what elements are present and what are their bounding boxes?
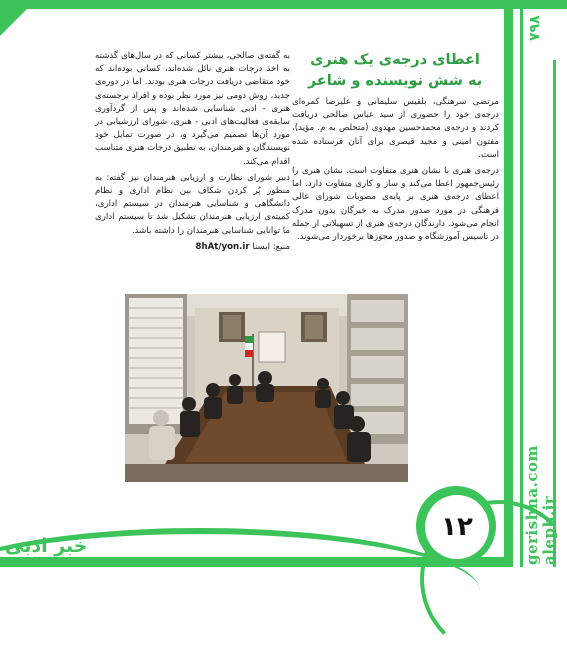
source-line	[95, 241, 290, 254]
site-url-aleph: aleph.ir	[540, 495, 558, 565]
top-frame-bar	[0, 0, 567, 9]
title-line-2: به شش نویسنده و شاعر	[307, 73, 483, 89]
meeting-photo	[125, 294, 408, 482]
source-label: منبع: ایسنا	[252, 241, 290, 252]
section-label: خبر ادبی	[5, 535, 88, 557]
article-column-left	[95, 50, 290, 254]
paragraph: به گفته‌ی صالحی، بیشتر کسانی که در سال‌های گذشته به اخذ درجات هنری نائل شده‌اند، کسانی بوده‌اند که خود متقاضی دریافت درجات هنری بودند. اما در دوره‌ی جدید، روش دومی نیز مورد نظر بوده و افراد برجسته‌ی هنری - ادبی شناسایی شده‌اند و پس از گردآوری سابقه‌ی فعالیت‌های ادبی - هنری، شورای ارزشیابی در مورد آن‌ها تصمیم می‌گیرد و، در صورت تمایل خود نویسندگان و هنرمندان، به تطبیق درجات هنری متناسب اقدام می‌کند.	[95, 51, 290, 167]
badge-number: ۱۲	[425, 495, 489, 559]
source-link[interactable]: 8hAt/yon.ir	[195, 241, 250, 252]
paragraph: دبیر شورای نظارت و ارزیابی هنرمندان نیز گفته: به منظور پُر کردن شکاف بین نظام اداری و نظام دانشگاهی و شناسایی هنرمندان در سیستم اداری، کمیته‌ی ارزیابی هنرمندان تشکیل شد تا سیستم اداری ما توانایی شناسایی هنرمندان را داشته باشد.	[95, 172, 290, 236]
paragraph: مرتضی سرهنگی، بلقیس سلیمانی و علیرضا کمره‌ای درجه‌ی خود را حضوری از سید عباس صالحی دریافت کردند و درجه‌ی محمدحسین مهدوی (متخلص به م. مؤید)، مفتون امینی و مجید قیصری برای آنان فرستاده شده است.	[292, 97, 499, 160]
article-title	[292, 50, 498, 92]
page-number: ۷۹۸	[527, 15, 543, 41]
article-column-right	[292, 96, 499, 247]
title-line-1: اعطای درجه‌ی یک هنری	[310, 52, 480, 68]
bottom-frame-bar	[0, 557, 504, 567]
paragraph: درجه‌ی هنری با نشان هنری متفاوت است. نشان هنری را رئیس‌جمهور اعطا می‌کند و ساز و کاری متفاوت دارد. اما اعطای درجه‌ی هنری بر پایه‌ی مصوبات شورای عالی فرهنگی در مورد صدور مدرک به خبرگان بدون مدرک انجام می‌شود. دارندگان درجه‌ی هنری از تسهیلاتی از جمله در تاسیس آموزشگاه و صدور مجوزها برخوردار می‌شوند.	[292, 166, 499, 243]
corner-decoration	[0, 0, 36, 36]
side-stripe	[504, 0, 513, 567]
site-url-gerishna: gerishna.com	[523, 445, 541, 565]
